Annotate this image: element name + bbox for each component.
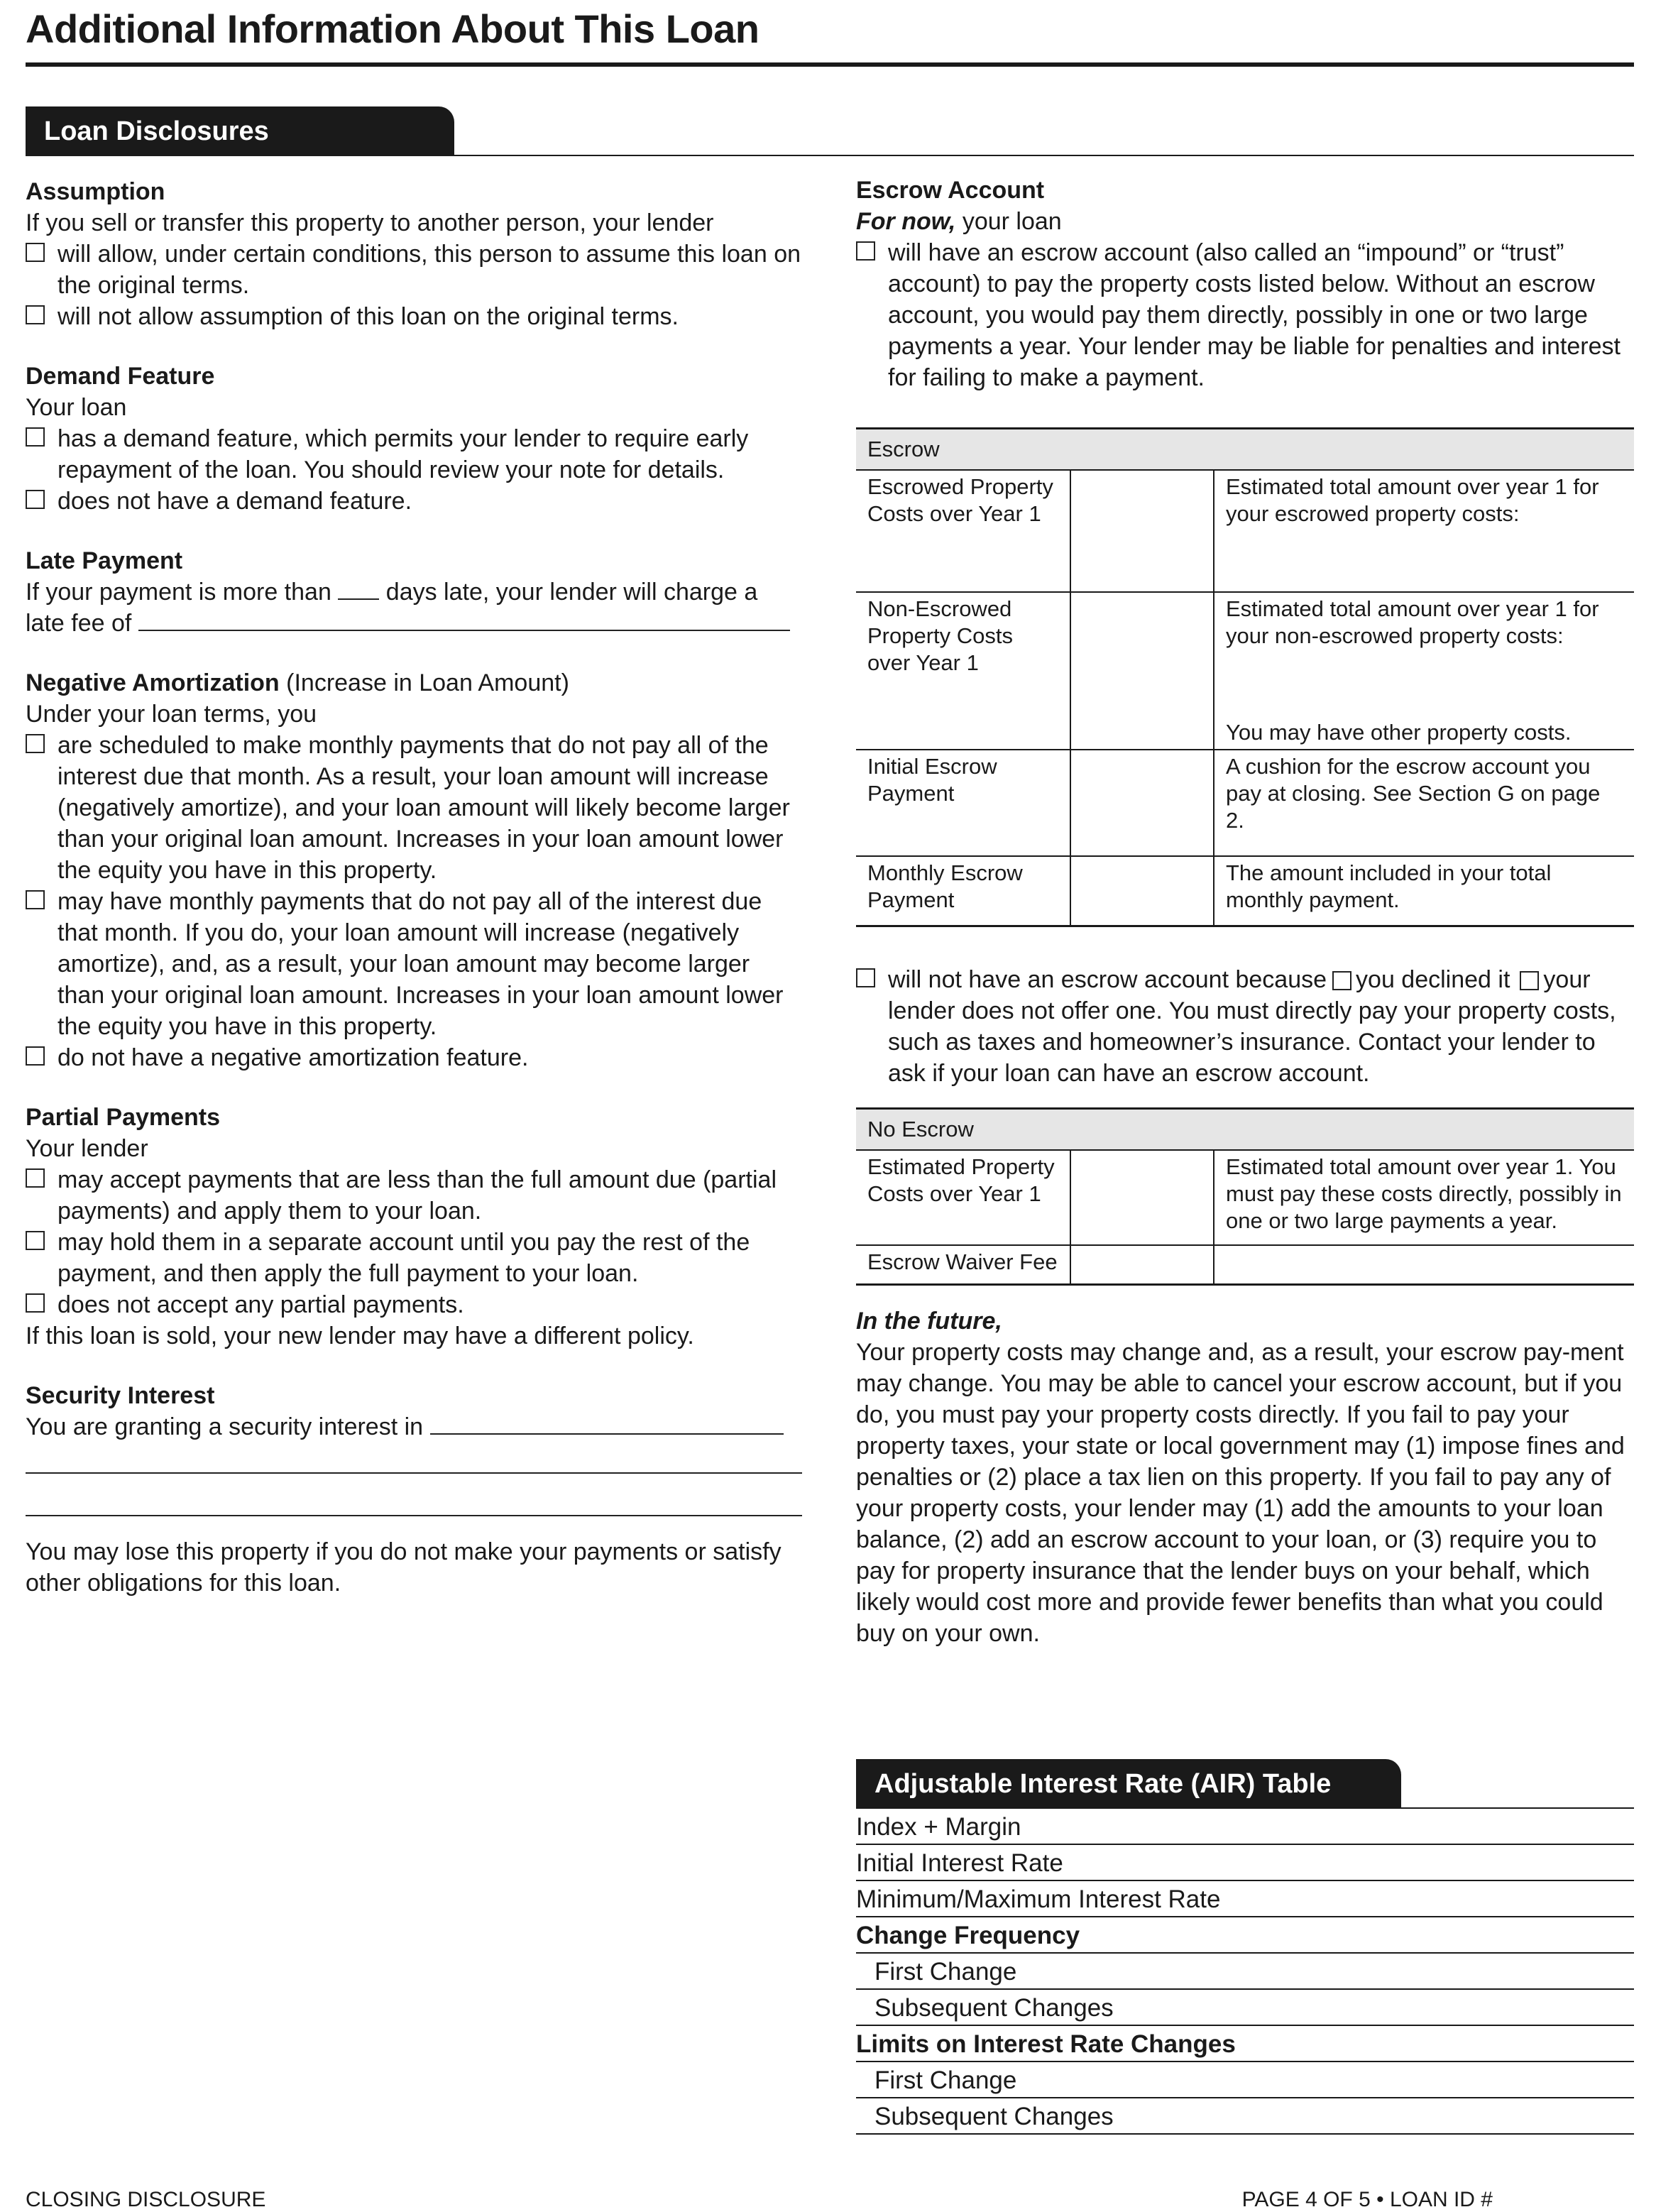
escrow-row-label: Non-Escrowed Property Costs over Year 1 xyxy=(856,592,1070,750)
security-field-3[interactable] xyxy=(26,1515,802,1516)
escrow-for-now-rest: your loan xyxy=(962,208,1062,235)
escrow-row-label: Escrowed Property Costs over Year 1 xyxy=(856,470,1070,592)
escrow-row-amount[interactable] xyxy=(1070,470,1214,592)
escrow-will-not-checkbox[interactable] xyxy=(856,968,875,987)
no-escrow-table-header: No Escrow xyxy=(856,1108,1634,1150)
assumption-allow-checkbox[interactable] xyxy=(26,243,45,262)
no-escrow-row-label: Estimated Property Costs over Year 1 xyxy=(856,1150,1070,1245)
negam-intro: Under your loan terms, you xyxy=(26,701,317,728)
future-text: Your property costs may change and, as a result, your escrow pay-ment may change. You may be able to cancel your escrow account, but if you do, you must pay your property costs directly. If you fail to pay your property taxes, your state or local government may (1) impose fines and penalties or (2) place a tax lien on this property. If you fail to pay any of your property costs, your lender may (1) add the amounts to your loan balance, (2) add an escrow account to your loan, or (3) require you to pay for property insurance that the lender buys on your behalf, which likely would cost more and provide fewer benefits than what you could buy on your own. xyxy=(856,1339,1625,1647)
late-heading: Late Payment xyxy=(26,547,183,574)
loan-disclosures-column xyxy=(26,176,801,1599)
partial-intro: Your lender xyxy=(26,1135,148,1162)
partial-option-accept xyxy=(26,1164,801,1227)
security-field-1[interactable] xyxy=(430,1412,784,1435)
partial-hold-checkbox[interactable] xyxy=(26,1231,45,1250)
escrow-table xyxy=(856,427,1634,927)
no-escrow-row xyxy=(856,1245,1634,1285)
partial-option-hold xyxy=(26,1227,801,1289)
negam-heading-note: (Increase in Loan Amount) xyxy=(286,669,569,696)
no-escrow-row-desc: Estimated total amount over year 1. You must pay these costs directly, possibly in one or two large payments a year. xyxy=(1214,1150,1634,1245)
security-note: You may lose this property if you do not make your payments or satisfy other obligations for this loan. xyxy=(26,1538,782,1597)
negam-none-checkbox[interactable] xyxy=(26,1046,45,1066)
security-interest-section xyxy=(26,1380,801,1599)
no-escrow-row-desc xyxy=(1214,1245,1634,1285)
negam-option-scheduled xyxy=(26,730,801,886)
air-table-row: First Change xyxy=(856,1954,1634,1990)
late-text-b: days late, your lender will charge a xyxy=(385,579,758,606)
assumption-section xyxy=(26,176,801,332)
no-escrow-row-label: Escrow Waiver Fee xyxy=(856,1245,1070,1285)
demand-has-label: has a demand feature, which permits your lender to require early repayment of the loan. You should review your note for details. xyxy=(57,425,749,483)
late-fee-field[interactable] xyxy=(138,608,790,631)
escrow-account-column xyxy=(856,175,1634,1649)
partial-payments-section xyxy=(26,1102,801,1352)
escrow-row-amount[interactable] xyxy=(1070,592,1214,750)
escrow-for-now-line xyxy=(856,206,1634,237)
escrow-row xyxy=(856,750,1634,856)
negam-option-none xyxy=(26,1042,801,1073)
escrow-row-desc: The amount included in your total monthly payment. xyxy=(1214,856,1634,926)
demand-heading: Demand Feature xyxy=(26,363,215,390)
negam-none-label: do not have a negative amortization feature. xyxy=(57,1044,529,1071)
escrow-row-desc-cell xyxy=(1214,592,1634,750)
partial-note: If this loan is sold, your new lender may have a different policy. xyxy=(26,1323,694,1349)
late-text-a: If your payment is more than xyxy=(26,579,331,606)
negam-scheduled-checkbox[interactable] xyxy=(26,734,45,753)
negam-heading: Negative Amortization xyxy=(26,669,280,696)
escrow-option-will-not xyxy=(856,964,1634,1089)
escrow-row-desc: A cushion for the escrow account you pay at closing. See Section G on page 2. xyxy=(1214,750,1634,856)
security-text: You are granting a security interest in xyxy=(26,1413,424,1440)
air-table-tab: Adjustable Interest Rate (AIR) Table xyxy=(856,1759,1401,1809)
assumption-intro: If you sell or transfer this property to another person, your lender xyxy=(26,209,714,236)
title-divider xyxy=(26,62,1634,67)
air-table-row: Limits on Interest Rate Changes xyxy=(856,2026,1634,2062)
lender-not-offer-checkbox[interactable] xyxy=(1520,971,1539,990)
escrow-will-not-text xyxy=(888,964,1634,1089)
demand-option-has xyxy=(26,423,801,486)
partial-accept-checkbox[interactable] xyxy=(26,1168,45,1188)
negam-may-label: may have monthly payments that do not pay all of the interest due that month. If you do, your loan amount will increase (negatively amortize), and, as a result, your loan amount may become larger than your original loan amount. Increases in your loan amount lower the equity you have in this property. xyxy=(57,888,784,1040)
late-text-line2 xyxy=(26,608,801,639)
demand-option-not xyxy=(26,486,801,517)
partial-none-checkbox[interactable] xyxy=(26,1293,45,1313)
escrow-heading: Escrow Account xyxy=(856,177,1045,204)
security-line1 xyxy=(26,1411,801,1442)
demand-has-checkbox[interactable] xyxy=(26,427,45,447)
declined-label: you declined it xyxy=(1356,965,1510,993)
late-days-field[interactable] xyxy=(338,577,379,600)
negam-option-may xyxy=(26,886,801,1042)
escrow-row xyxy=(856,470,1634,592)
air-table-row: Subsequent Changes xyxy=(856,1990,1634,2026)
air-table-row: Subsequent Changes xyxy=(856,2098,1634,2135)
escrow-table-header: Escrow xyxy=(856,429,1634,471)
air-table xyxy=(856,1809,1634,2135)
loan-disclosures-tab: Loan Disclosures xyxy=(26,106,454,156)
assumption-not-allow-label: will not allow assumption of this loan on the original terms. xyxy=(57,303,679,330)
footer-right: PAGE 4 OF 5 • LOAN ID # xyxy=(1241,2188,1493,2211)
escrow-row-desc: Estimated total amount over year 1 for your escrowed property costs: xyxy=(1214,470,1634,592)
demand-not-checkbox[interactable] xyxy=(26,490,45,509)
demand-not-label: does not have a demand feature. xyxy=(57,488,412,515)
late-text-line1 xyxy=(26,576,801,608)
partial-option-none xyxy=(26,1289,801,1320)
partial-heading: Partial Payments xyxy=(26,1104,221,1131)
air-table-row: Change Frequency xyxy=(856,1917,1634,1954)
security-field-2[interactable] xyxy=(26,1472,802,1474)
escrow-for-now: For now, xyxy=(856,208,956,235)
assumption-heading: Assumption xyxy=(26,178,165,205)
demand-feature-section xyxy=(26,361,801,517)
no-escrow-row-amount[interactable] xyxy=(1070,1245,1214,1285)
future-heading: In the future, xyxy=(856,1308,1002,1335)
negam-scheduled-label: are scheduled to make monthly payments that do not pay all of the interest due that month. As a result, your loan amount will increase (negatively amortize), and your loan amount will likely become larger than your original loan amount. Increases in your loan amount lower the equity you have in this property. xyxy=(57,732,790,884)
no-escrow-row-amount[interactable] xyxy=(1070,1150,1214,1245)
negam-heading-line xyxy=(26,667,801,699)
partial-none-label: does not accept any partial payments. xyxy=(57,1291,464,1318)
escrow-row xyxy=(856,856,1634,926)
escrow-row-label: Initial Escrow Payment xyxy=(856,750,1070,856)
escrow-row xyxy=(856,592,1634,750)
assumption-allow-label: will allow, under certain conditions, this person to assume this loan on the original terms. xyxy=(57,241,801,299)
assumption-not-allow-checkbox[interactable] xyxy=(26,305,45,324)
escrow-row-amount[interactable] xyxy=(1070,856,1214,926)
air-table-row: First Change xyxy=(856,2062,1634,2098)
no-escrow-table xyxy=(856,1107,1634,1286)
security-heading: Security Interest xyxy=(26,1382,215,1409)
page-title: Additional Information About This Loan xyxy=(26,6,760,51)
lender-not-offer-label: your lender does not offer one. You must directly pay your property costs, such as taxes and homeowner’s insurance. Contact your lender to ask if your loan can have an escrow account. xyxy=(888,965,1616,1087)
escrow-option-will xyxy=(856,237,1634,393)
escrow-row-amount[interactable] xyxy=(1070,750,1214,856)
air-table-row: Initial Interest Rate xyxy=(856,1845,1634,1881)
declined-checkbox[interactable] xyxy=(1332,971,1351,990)
escrow-will-label: will have an escrow account (also called an “impound” or “trust” account) to pay the property costs listed below. Without an escrow account, you would pay them directly, possibly in one or two large payments a year. Your lender may be liable for penalties and interest for failing to make a payment. xyxy=(888,239,1621,391)
footer-left: CLOSING DISCLOSURE xyxy=(26,2188,266,2211)
assumption-option-not-allow xyxy=(26,301,801,332)
partial-accept-label: may accept payments that are less than the full amount due (partial payments) and apply them to your loan. xyxy=(57,1166,777,1225)
escrow-row-desc: Estimated total amount over year 1 for your non-escrowed property costs: xyxy=(1226,596,1599,648)
negative-amortization-section xyxy=(26,667,801,1073)
escrow-will-checkbox[interactable] xyxy=(856,241,875,261)
late-text-c: late fee of xyxy=(26,610,132,637)
air-table-row: Index + Margin xyxy=(856,1809,1634,1845)
no-escrow-row xyxy=(856,1150,1634,1245)
negam-may-checkbox[interactable] xyxy=(26,890,45,909)
air-table-row: Minimum/Maximum Interest Rate xyxy=(856,1881,1634,1917)
assumption-option-allow xyxy=(26,239,801,301)
escrow-will-not-label: will not have an escrow account because xyxy=(888,965,1327,993)
escrow-row-extra: You may have other property costs. xyxy=(1226,720,1572,745)
loan-disclosures-rule xyxy=(454,155,1634,156)
demand-intro: Your loan xyxy=(26,394,127,421)
escrow-row-label: Monthly Escrow Payment xyxy=(856,856,1070,926)
late-payment-section xyxy=(26,545,801,639)
partial-hold-label: may hold them in a separate account until you pay the rest of the payment, and then apply the full payment to your loan. xyxy=(57,1229,750,1287)
